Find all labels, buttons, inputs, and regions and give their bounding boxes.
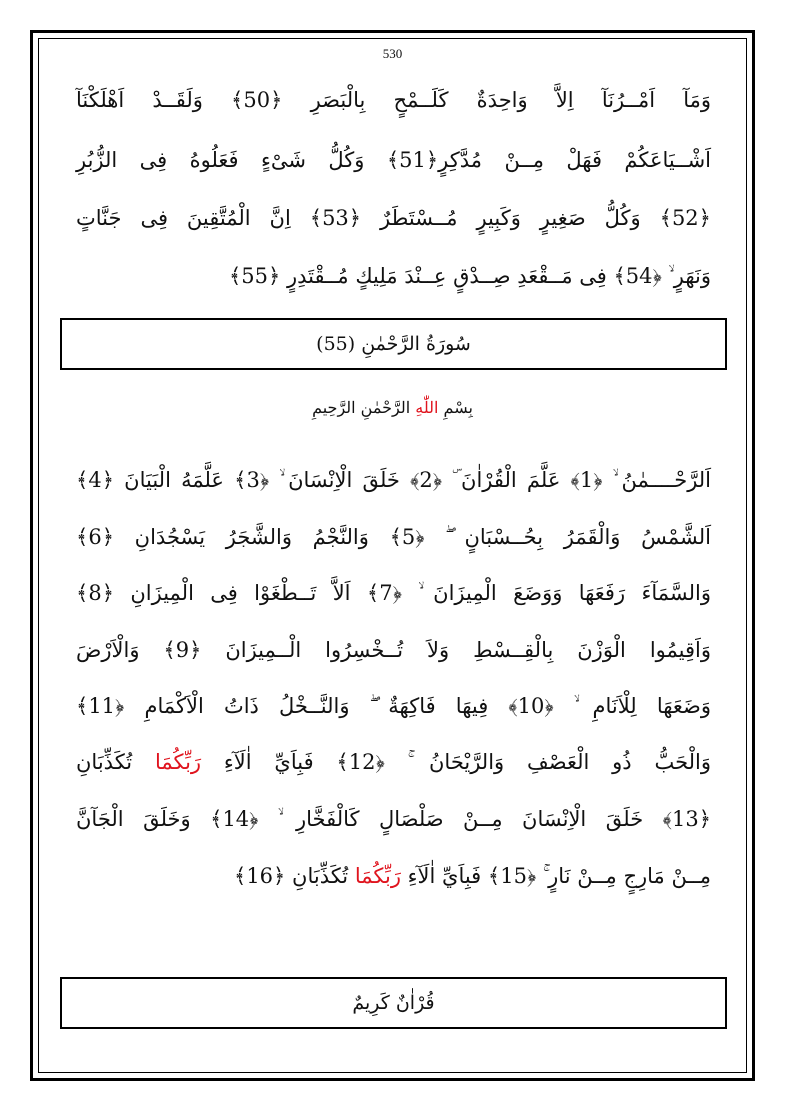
verse-text: تُكَذِّبَانِ: [76, 750, 155, 774]
page-number: 530: [382, 46, 403, 61]
verse-line: ﴿52﴾ وَكُلُّ صَغِيرٍ وَكَبِيرٍ مُــسْتَطَرٌ ﴿53﴾ اِنَّ الْمُتَّقِينَ فِى جَنَّاتٍ: [76, 206, 711, 230]
verse-text: تُكَذِّبَانِ ﴿16﴾: [234, 864, 355, 888]
verse-text: وَالْحَبُّ ذُو الْعَصْفِ وَالرَّيْحَانُ ۚ ﴿12﴾ فَبِاَيِّ اٰلَآءِ: [201, 750, 711, 774]
verse-text: وَالسَّمَآءَ رَفَعَهَا وَوَضَعَ الْمِيزَانَ ۙ ﴿7﴾ اَلاَّ تَــطْغَوْا فِى الْمِيزَانِ ﴿8﴾: [76, 581, 711, 605]
verse-text: اَلشَّمْسُ وَالْقَمَرُ بِحُــسْبَانٍ ۖ ﴿5﴾ وَالنَّجْمُ وَالشَّجَرُ يَسْجُدَانِ ﴿6﴾: [76, 525, 711, 549]
verse-line: [76, 684, 711, 728]
verse-text: وَاَقِيمُوا الْوَزْنَ بِالْقِــسْطِ وَلاَ تُــخْسِرُوا الْــمِيزَانَ ﴿9﴾ وَالْاَرْضَ: [76, 638, 711, 662]
verse-line: [76, 458, 711, 502]
basmala-rest: الرَّحْمٰنِ الرَّحِيمِ: [312, 398, 411, 417]
footer-box: [60, 977, 727, 1029]
verse-text: مِــنْ مَارِجٍ مِــنْ نَارٍ ۚ ﴿15﴾ فَبِاَيِّ اٰلَآءِ: [400, 864, 711, 888]
verse-line: [76, 854, 711, 898]
verse-line: وَمَآ اَمْــرُنَآ اِلاَّ وَاحِدَةٌ كَلَــمْحٍ بِالْبَصَرِ ﴿50﴾ وَلَقَــدْ اَهْلَكْنَآ: [76, 88, 711, 112]
verse-highlight: رَبِّكُمَا: [354, 864, 401, 888]
surah-title-box: [60, 318, 727, 370]
verse-line: [76, 797, 711, 841]
verse-line: [76, 628, 711, 672]
verse-line: [76, 515, 711, 559]
surah-title: سُورَةُ الرَّحْمٰنِ (55): [316, 333, 471, 355]
basmala: [0, 398, 785, 417]
verse-highlight: رَبِّكُمَا: [154, 750, 202, 774]
verse-text: وَضَعَهَا لِلْاَنَامِ ۙ ﴿10﴾ فِيهَا فَاكِهَةٌ ۖ وَالنَّــخْلُ ذَاتُ الْاَكْمَامِ ﴿11﴾: [76, 694, 711, 718]
basmala-bism: بِسْمِ: [443, 398, 473, 417]
verse-line: [76, 571, 711, 615]
verse-text: ﴿13﴾ خَلَقَ الْاِنْسَانَ مِــنْ صَلْصَالٍ كَالْفَخَّارِ ۙ ﴿14﴾ وَخَلَقَ الْجَآنَّ: [76, 807, 711, 831]
verse-line: وَنَهَرٍ ۙ ﴿54﴾ فِى مَــقْعَدِ صِــدْقٍ عِــنْدَ مَلِيكٍ مُــقْتَدِرٍ ﴿55﴾: [228, 264, 711, 288]
verse-line: [76, 740, 711, 784]
footer-text: قُرْاٰنٌ كَرِيمٌ: [352, 992, 435, 1014]
basmala-allah: اللّٰهِ: [415, 398, 439, 417]
verse-text: اَلرَّحْــــمٰنُ ۙ ﴿1﴾ عَلَّمَ الْقُرْاٰنَ ۜ ﴿2﴾ خَلَقَ الْاِنْسَانَ ۙ ﴿3﴾ عَلَّمَهُ الْبَيَانَ ﴿4﴾: [76, 468, 712, 492]
verse-line: اَشْــيَاعَكُمْ فَهَلْ مِــنْ مُدَّكِرٍ﴿51﴾ وَكُلُّ شَىْءٍ فَعَلُوهُ فِى الزُّبُرِ: [76, 148, 711, 172]
